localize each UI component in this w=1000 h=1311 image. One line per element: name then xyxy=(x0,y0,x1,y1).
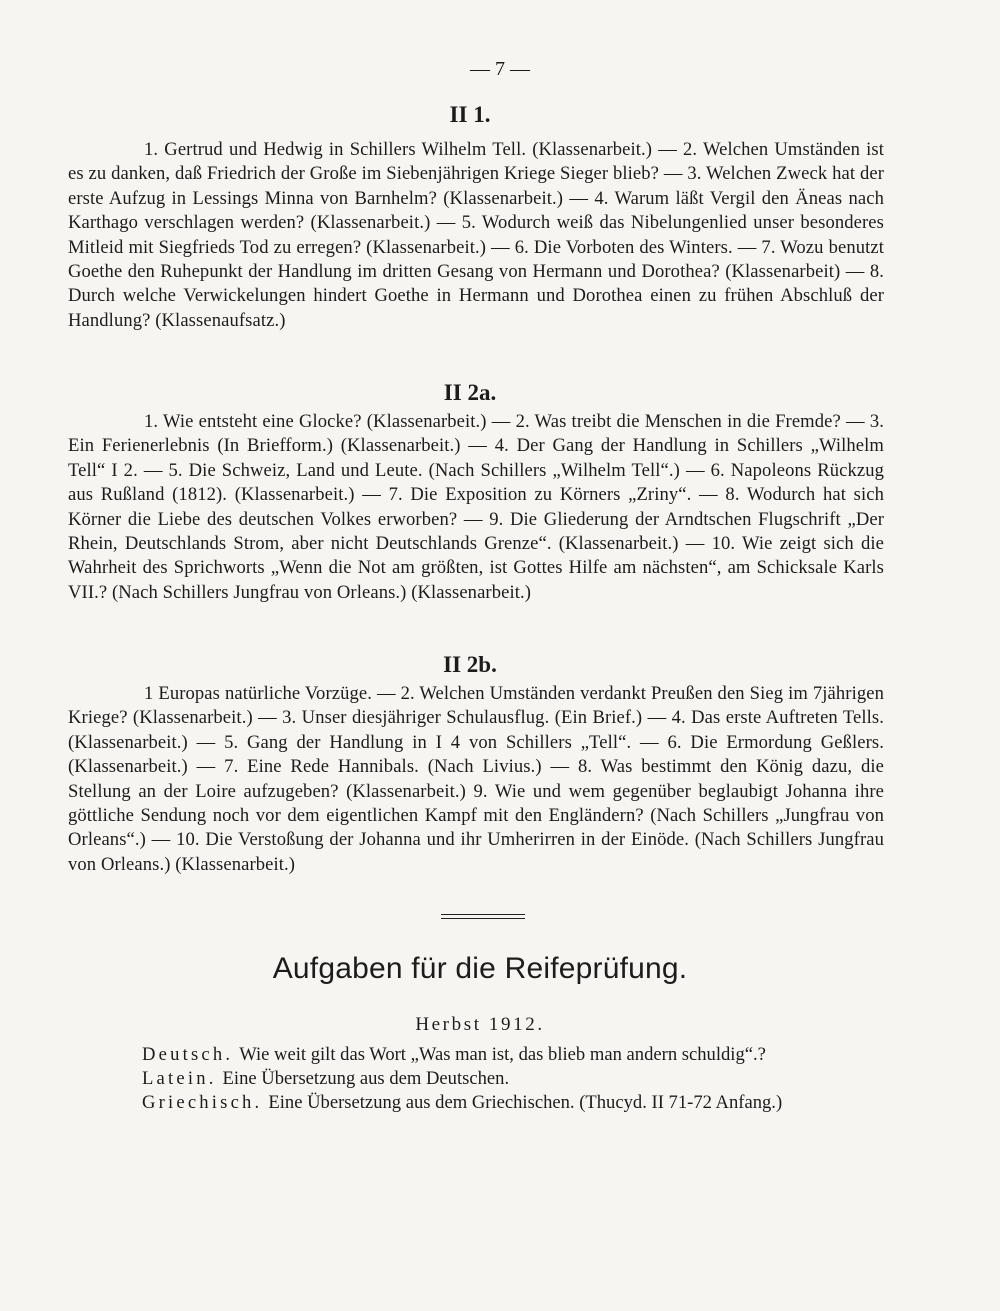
exam-task: Eine Übersetzung aus dem Deutschen. xyxy=(222,1068,510,1089)
section-text-ii-1: 1. Gertrud und Hedwig in Schillers Wilhelm Tell. (Klassenarbeit.) — 2. Welchen Umständen ist es zu danken, daß Friedrich der Große im Siebenjährigen Kriege Sieger blieb? — 3. Welchen Zweck hat der erste Aufzug in Lessings Minna von Barnhelm? (Klassenarbeit.) — 4. Warum läßt Vergil den Äneas nach Karthago verschlagen werden? (Klassenarbeit.) — 5. Wodurch weiß das Nibelungenlied unser besonderes Mitleid mit Siegfrieds Tod zu erregen? (Klassenarbeit.) — 6. Die Vorboten des Winters. — 7. Wozu benutzt Goethe den Ruhepunkt der Handlung im dritten Gesang von Hermann und Dorothea? (Klassenarbeit) — 8. Durch welche Verwickelungen hindert Goethe in Hermann und Dorothea einen zu frühen Abschluß der Handlung? (Klassenaufsatz.) xyxy=(68,139,884,331)
page-number: — 7 — xyxy=(470,58,530,80)
exam-item-latein xyxy=(142,1067,902,1091)
section-heading-ii-2a: II 2a. xyxy=(443,380,497,405)
exam-task: Eine Übersetzung aus dem Griechischen. (Thucyd. II 71-72 Anfang.) xyxy=(268,1092,783,1113)
exam-subject: Griechisch. xyxy=(142,1092,263,1113)
exam-title: Aufgaben für die Reifeprüfung. xyxy=(272,952,688,985)
exam-item-deutsch xyxy=(142,1043,902,1067)
exam-item-griechisch xyxy=(142,1091,902,1115)
exam-subject: Deutsch. xyxy=(142,1044,234,1065)
exam-subject: Latein. xyxy=(142,1068,217,1089)
section-heading-ii-2b: II 2b. xyxy=(443,652,497,677)
separator-rule-top xyxy=(441,914,525,915)
separator-rule-bottom xyxy=(441,918,525,919)
exam-subtitle: Herbst 1912. xyxy=(415,1014,545,1035)
section-heading-ii-1: II 1. xyxy=(449,102,491,127)
section-text-ii-2a: 1. Wie entsteht eine Glocke? (Klassenarbeit.) — 2. Was treibt die Menschen in die Fremde? — 3. Ein Ferienerlebnis (In Briefform.) (Klassenarbeit.) — 4. Der Gang der Handlung in Schillers „Wilhelm Tell“ I 2. — 5. Die Schweiz, Land und Leute. (Nach Schillers „Wilhelm Tell“.) — 6. Napoleons Rückzug aus Rußland (1812). (Klassenarbeit.) — 7. Die Exposition zu Körners „Zriny“. — 8. Wodurch hat sich Körner die Liebe des deutschen Volkes erworben? — 9. Die Gliederung der Arndtschen Flugschrift „Der Rhein, Deutschlands Strom, aber nicht Deutschlands Grenze“. (Klassenarbeit.) — 10. Wie zeigt sich die Wahrheit des Sprichworts „Wenn die Not am größten, ist Gottes Hilfe am nächsten“, am Schicksale Karls VII.? (Nach Schillers Jungfrau von Orleans.) (Klassenarbeit.) xyxy=(68,411,884,603)
exam-task: Wie weit gilt das Wort „Was man ist, das blieb man andern schuldig“.? xyxy=(239,1044,766,1065)
section-text-ii-2b: 1 Europas natürliche Vorzüge. — 2. Welchen Umständen verdankt Preußen den Sieg im 7jährigen Kriege? (Klassenarbeit.) — 3. Unser diesjähriger Schulausflug. (Ein Brief.) — 4. Das erste Auftreten Tells. (Klassenarbeit.) — 5. Gang der Handlung in I 4 von Schillers „Tell“. — 6. Die Ermordung Geßlers. (Klassenarbeit.) — 7. Eine Rede Hannibals. (Nach Livius.) — 8. Was bestimmt den König dazu, die Stellung an der Loire aufzugeben? (Klassenarbeit.) 9. Wie und wem gegenüber beglaubigt Johanna ihre göttliche Sendung noch vor dem eigentlichen Kampf mit den Engländern? (Nach Schillers „Jungfrau von Orleans“.) — 10. Die Verstoßung der Johanna und ihr Umherirren in der Einöde. (Nach Schillers Jungfrau von Orleans.) (Klassenarbeit.) xyxy=(68,683,884,875)
